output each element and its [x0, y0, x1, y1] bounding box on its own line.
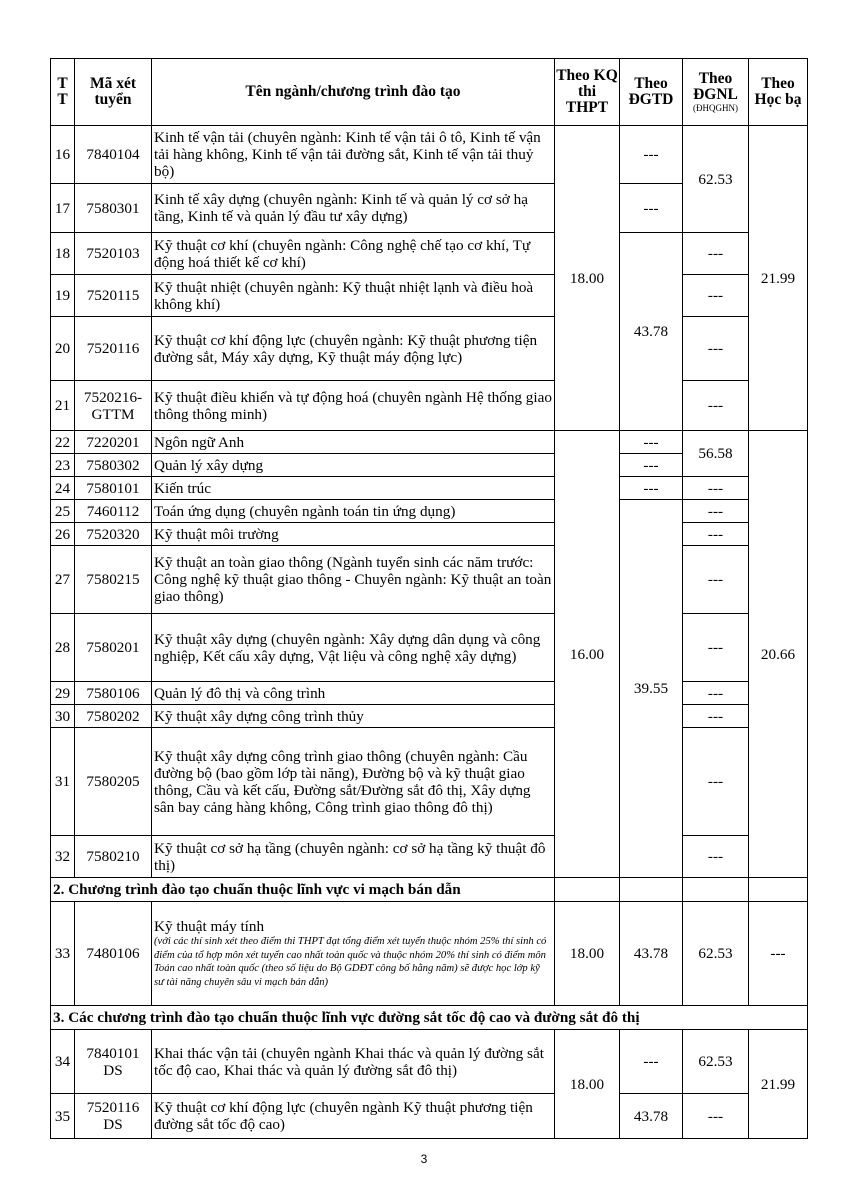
row-name: Kỹ thuật cơ khí động lực (chuyên ngành Kỹ thuật phương tiện đường sắt tốc độ cao): [152, 1094, 555, 1139]
row-code: 7520115: [75, 275, 152, 317]
dgnl-dash: ---: [683, 1094, 749, 1139]
header-hocba: Theo Học bạ: [749, 59, 808, 126]
row-tt: 16: [51, 126, 75, 184]
row-name: Ngôn ngữ Anh: [152, 431, 555, 454]
row-name: Khai thác vận tải (chuyên ngành Khai thác và quản lý đường sắt tốc độ cao, Khai thác và quản lý đường sắt đô thị): [152, 1030, 555, 1094]
table-row: [51, 705, 808, 728]
row-tt: 17: [51, 184, 75, 233]
row-name: Kiến trúc: [152, 477, 555, 500]
row-tt: 20: [51, 317, 75, 381]
dgnl-dash: ---: [683, 381, 749, 431]
section-row: [51, 1006, 808, 1030]
dgnl-dash: ---: [683, 523, 749, 546]
table-row: [51, 275, 808, 317]
row-name: Kỹ thuật điều khiển và tự động hoá (chuyên ngành Hệ thống giao thông thông minh): [152, 381, 555, 431]
dgtd-score-group-b: 39.55: [620, 500, 683, 878]
row-tt: 30: [51, 705, 75, 728]
row-tt: 27: [51, 546, 75, 614]
dgtd-score: 43.78: [620, 902, 683, 1006]
table-header-row: [51, 59, 808, 126]
section-row: [51, 878, 808, 902]
table-row: [51, 546, 808, 614]
dgnl-score: 62.53: [683, 1030, 749, 1094]
dgtd-dash: ---: [620, 184, 683, 233]
row-name: Kỹ thuật xây dựng công trình giao thông (chuyên ngành: Cầu đường bộ (bao gồm lớp tài năng), Đường bộ và kỹ thuật giao thông, Cầu và kết cấu, Đường sắt/Đường sắt đô thị, Xây dựng sân bay cảng hàng không, Công trình giao thông đô thị): [152, 728, 555, 836]
table-row: [51, 836, 808, 878]
table-row: [51, 381, 808, 431]
hocba-dash: ---: [749, 902, 808, 1006]
row-name: Kỹ thuật cơ khí động lực (chuyên ngành: Kỹ thuật phương tiện đường sắt, Máy xây dựng, Kỹ thuật máy động lực): [152, 317, 555, 381]
table-row: [51, 1030, 808, 1094]
row-name: Toán ứng dụng (chuyên ngành toán tin ứng dụng): [152, 500, 555, 523]
table-row: [51, 523, 808, 546]
dgnl-dash: ---: [683, 317, 749, 381]
row-tt: 19: [51, 275, 75, 317]
row-tt: 22: [51, 431, 75, 454]
dgnl-dash: ---: [683, 836, 749, 878]
row-code: 7580205: [75, 728, 152, 836]
dgnl-dash: ---: [683, 275, 749, 317]
row-code: 7580302: [75, 454, 152, 477]
row-code: 7580301: [75, 184, 152, 233]
dgnl-dash: ---: [683, 705, 749, 728]
dgtd-dash: ---: [620, 477, 683, 500]
row-tt: 25: [51, 500, 75, 523]
row-name: Quản lý đô thị và công trình: [152, 682, 555, 705]
table-row: [51, 1094, 808, 1139]
dgnl-score-group-a: 62.53: [683, 126, 749, 233]
row-name: Kinh tế xây dựng (chuyên ngành: Kinh tế và quản lý cơ sở hạ tầng, Kinh tế và quản lý đầu tư xây dựng): [152, 184, 555, 233]
dgnl-dash: ---: [683, 500, 749, 523]
dgtd-dash: ---: [620, 1030, 683, 1094]
table-row: [51, 500, 808, 523]
row-code: 7840101 DS: [75, 1030, 152, 1094]
empty-cell: [620, 878, 683, 902]
row-code: 7460112: [75, 500, 152, 523]
header-thpt: Theo KQ thi THPT: [555, 59, 620, 126]
header-dgnl: [683, 59, 749, 126]
row-code: 7580106: [75, 682, 152, 705]
page-number: 3: [420, 1152, 428, 1166]
row-name: Kinh tế vận tải (chuyên ngành: Kinh tế vận tải ô tô, Kinh tế vận tải hàng không, Kinh tế vận tải đường sắt, Kinh tế vận tải thuỷ bộ): [152, 126, 555, 184]
dgnl-dash: ---: [683, 233, 749, 275]
section-title: 3. Các chương trình đào tạo chuẩn thuộc lĩnh vực đường sắt tốc độ cao và đường sắt đô thị: [51, 1006, 808, 1030]
row-code: 7580201: [75, 614, 152, 682]
row-tt: 32: [51, 836, 75, 878]
row-code: 7580101: [75, 477, 152, 500]
row-code: 7580210: [75, 836, 152, 878]
row-tt: 26: [51, 523, 75, 546]
row-tt: 33: [51, 902, 75, 1006]
dgtd-score: 43.78: [620, 1094, 683, 1139]
row-tt: 34: [51, 1030, 75, 1094]
table-row: [51, 614, 808, 682]
row-tt: 21: [51, 381, 75, 431]
table-row: [51, 126, 808, 184]
row-tt: 23: [51, 454, 75, 477]
row-tt: 24: [51, 477, 75, 500]
row-tt: 31: [51, 728, 75, 836]
row-name: Kỹ thuật cơ sở hạ tầng (chuyên ngành: cơ sở hạ tầng kỹ thuật đô thị): [152, 836, 555, 878]
dgtd-dash: ---: [620, 126, 683, 184]
empty-cell: [749, 878, 808, 902]
hocba-score-group-b: 20.66: [749, 431, 808, 878]
table-row: [51, 233, 808, 275]
table-row: [51, 682, 808, 705]
thpt-score: 18.00: [555, 902, 620, 1006]
row-code: 7520320: [75, 523, 152, 546]
row-tt: 29: [51, 682, 75, 705]
row-name: Kỹ thuật máy tính: [154, 918, 265, 935]
hocba-score-group-a: 21.99: [749, 126, 808, 431]
thpt-score-group-a: 18.00: [555, 126, 620, 431]
row-name: Kỹ thuật an toàn giao thông (Ngành tuyển sinh các năm trước: Công nghệ kỹ thuật giao thông - Chuyên ngành: Kỹ thuật an toàn giao thông): [152, 546, 555, 614]
empty-cell: [683, 878, 749, 902]
row-tt: 28: [51, 614, 75, 682]
dgtd-dash: ---: [620, 431, 683, 454]
row-code: 7520216-GTTM: [75, 381, 152, 431]
row-code: 7580202: [75, 705, 152, 728]
table-row: [51, 902, 808, 1006]
row-name-cell: [152, 902, 555, 1006]
header-dgnl-sub: (ĐHQGHN): [693, 102, 738, 113]
header-tt: T T: [51, 59, 75, 126]
row-name: Kỹ thuật xây dựng công trình thủy: [152, 705, 555, 728]
header-dgnl-label: Theo ĐGNL: [693, 69, 738, 103]
row-code: 7220201: [75, 431, 152, 454]
row-name: Kỹ thuật cơ khí (chuyên ngành: Công nghệ chế tạo cơ khí, Tự động hoá thiết kế cơ khí): [152, 233, 555, 275]
section-title: 2. Chương trình đào tạo chuẩn thuộc lĩnh vực vi mạch bán dẫn: [51, 878, 555, 902]
row-code: 7520116: [75, 317, 152, 381]
dgtd-score-group-a: 43.78: [620, 233, 683, 431]
row-name: Kỹ thuật xây dựng (chuyên ngành: Xây dựng dân dụng và công nghiệp, Kết cấu xây dựng, Vật liệu và công nghệ xây dựng): [152, 614, 555, 682]
header-name: Tên ngành/chương trình đào tạo: [152, 59, 555, 126]
row-code: 7840104: [75, 126, 152, 184]
dgnl-dash: ---: [683, 477, 749, 500]
dgtd-dash: ---: [620, 454, 683, 477]
row-code: 7580215: [75, 546, 152, 614]
table-row: [51, 477, 808, 500]
row-tt: 18: [51, 233, 75, 275]
row-name: Quản lý xây dựng: [152, 454, 555, 477]
hocba-score-group-c: 21.99: [749, 1030, 808, 1139]
empty-cell: [555, 878, 620, 902]
row-code: 7480106: [75, 902, 152, 1006]
thpt-score-group-b: 16.00: [555, 431, 620, 878]
dgnl-dash: ---: [683, 614, 749, 682]
admission-score-table: [50, 58, 808, 1139]
dgnl-dash: ---: [683, 682, 749, 705]
dgnl-score-group-b: 56.58: [683, 431, 749, 477]
row-note: (với các thí sinh xét theo điểm thi THPT đạt tổng điểm xét tuyển thuộc nhóm 25% thí sinh có điểm của tổ hợp môn xét tuyển cao nhất toàn quốc và thuộc nhóm 20% thí sinh có điểm môn Toán cao nhất toàn quốc (theo số liệu do Bộ GDĐT công bố hằng năm) sẽ được học lớp kỹ sư tài năng chuyên sâu vi mạch bán dẫn): [154, 936, 547, 988]
row-name: Kỹ thuật nhiệt (chuyên ngành: Kỹ thuật nhiệt lạnh và điều hoà không khí): [152, 275, 555, 317]
header-code: Mã xét tuyển: [75, 59, 152, 126]
table-row: [51, 728, 808, 836]
dgnl-dash: ---: [683, 728, 749, 836]
table-row: [51, 317, 808, 381]
header-dgtd: Theo ĐGTD: [620, 59, 683, 126]
table-row: [51, 431, 808, 454]
row-tt: 35: [51, 1094, 75, 1139]
thpt-score-group-c: 18.00: [555, 1030, 620, 1139]
row-code: 7520103: [75, 233, 152, 275]
row-code: 7520116 DS: [75, 1094, 152, 1139]
dgnl-score: 62.53: [683, 902, 749, 1006]
row-name: Kỹ thuật môi trường: [152, 523, 555, 546]
dgnl-dash: ---: [683, 546, 749, 614]
